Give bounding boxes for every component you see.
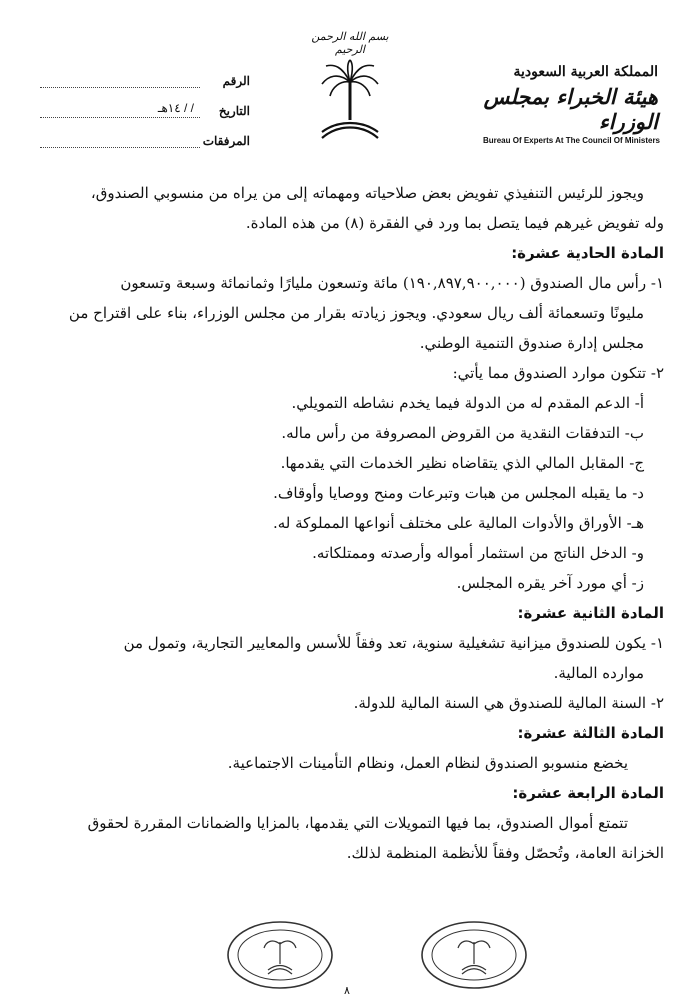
official-seal-icon — [420, 920, 528, 990]
paragraph-line: تتمتع أموال الصندوق، بما فيها التمويلات التي يقدمها، بالمزايا والضمانات المقررة لحقوق — [87, 814, 628, 832]
reference-number-field — [40, 66, 250, 88]
attachments-field — [40, 126, 250, 148]
basmala: بسم الله الرحمن الرحيم — [311, 30, 389, 56]
paragraph-line: ويجوز للرئيس التنفيذي تفويض بعض صلاحياته ومهماته إلى من يراه من منسوبي الصندوق، — [90, 184, 644, 202]
page-number: ٨ — [344, 984, 350, 997]
list-item: ج- المقابل المالي الذي يتقاضاه نظير الخدمات التي يقدمها. — [280, 454, 644, 472]
paragraph-line: ١- رأس مال الصندوق (١٩٠,٨٩٧,٩٠٠,٠٠٠) مائة وتسعون مليارًا وثمانمائة وسبعة وتسعون — [120, 274, 664, 292]
paragraph-line: موارده المالية. — [553, 664, 644, 682]
reference-number-label: الرقم — [222, 74, 250, 88]
date-value: / / ١٤هـ — [40, 101, 200, 118]
paragraph-line: مجلس إدارة صندوق التنمية الوطني. — [419, 334, 644, 352]
paragraph-line: يخضع منسوبو الصندوق لنظام العمل، ونظام التأمينات الاجتماعية. — [227, 754, 628, 772]
date-field — [40, 96, 250, 118]
article-heading: المادة الثانية عشرة: — [517, 604, 664, 622]
bureau-title-arabic: هيئة الخبراء بمجلس الوزراء — [483, 84, 658, 134]
official-seal-icon — [226, 920, 334, 990]
kingdom-title: المملكة العربية السعودية — [513, 64, 658, 80]
paragraph-line: الخزانة العامة، وتُحصّل وفقاً للأنظمة المنظمة لذلك. — [346, 844, 664, 862]
reference-number-value — [40, 71, 200, 88]
article-heading: المادة الثالثة عشرة: — [517, 724, 664, 742]
list-item: ب- التدفقات النقدية من القروض المصروفة من رأس ماله. — [281, 424, 644, 442]
attachments-label: المرفقات — [202, 134, 250, 148]
date-label: التاريخ — [218, 104, 250, 118]
list-item: هـ- الأوراق والأدوات المالية على مختلف أنواعها المملوكة له. — [272, 514, 644, 532]
article-heading: المادة الحادية عشرة: — [511, 244, 664, 262]
paragraph-line: مليونًا وتسعمائة ألف ريال سعودي. ويجوز زيادته بقرار من مجلس الوزراء، بناء على اقتراح من — [68, 304, 644, 322]
article-heading: المادة الرابعة عشرة: — [512, 784, 664, 802]
paragraph-line: ٢- السنة المالية للصندوق هي السنة المالية للدولة. — [353, 694, 664, 712]
paragraph-line: ٢- تتكون موارد الصندوق مما يأتي: — [452, 364, 664, 382]
list-item: أ- الدعم المقدم له من الدولة فيما يخدم نشاطه التمويلي. — [291, 394, 644, 412]
bureau-title-english: Bureau Of Experts At The Council Of Ministers — [482, 136, 660, 145]
paragraph-line: ١- يكون للصندوق ميزانية تشغيلية سنوية، تعد وفقاً للأسس والمعايير التجارية، وتمول من — [123, 634, 664, 652]
attachments-value — [40, 131, 200, 148]
saudi-emblem-icon — [318, 58, 382, 142]
paragraph-line: وله تفويض غيرهم فيما يتصل بما ورد في الفقرة (٨) من هذه المادة. — [245, 214, 664, 232]
list-item: و- الدخل الناتج من استثمار أمواله وأرصدته وممتلكاته. — [312, 544, 644, 562]
list-item: ز- أي مورد آخر يقره المجلس. — [456, 574, 644, 592]
list-item: د- ما يقبله المجلس من هبات وتبرعات ومنح ووصايا وأوقاف. — [273, 484, 644, 502]
document-body — [32, 178, 664, 868]
